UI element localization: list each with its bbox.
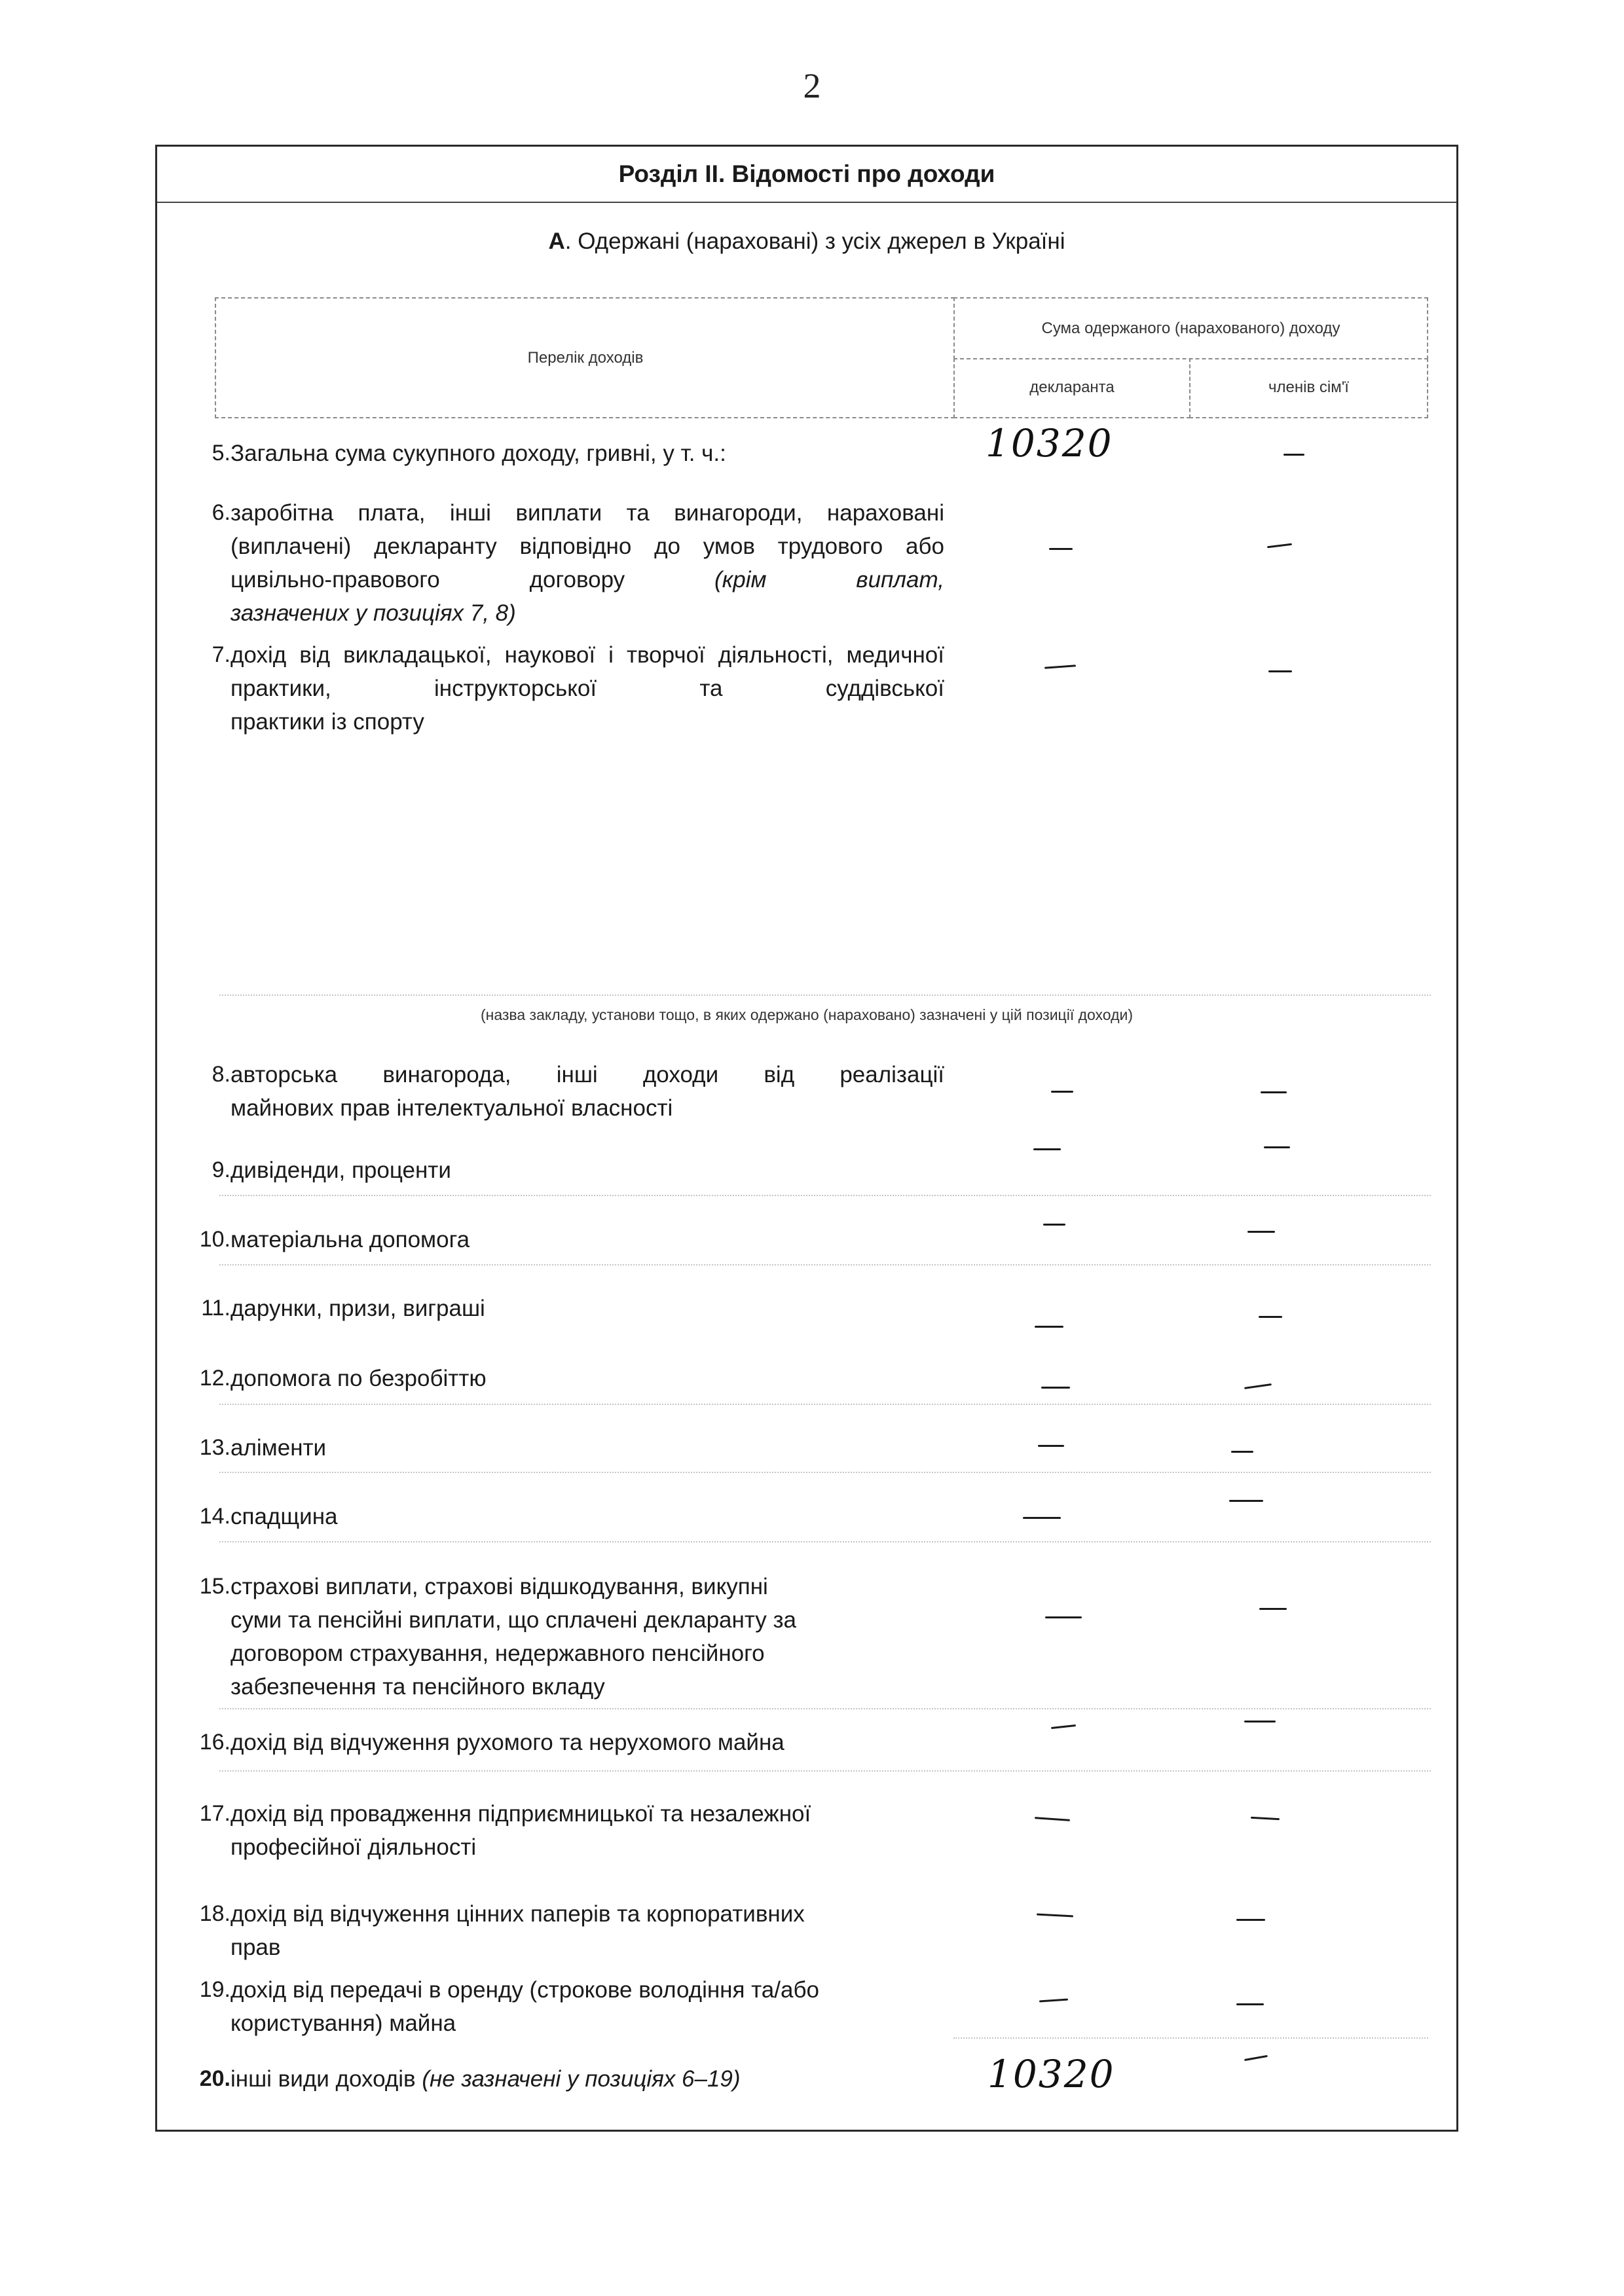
subsection-text: . Одержані (нараховані) з усіх джерел в Україні xyxy=(564,228,1065,254)
family-dash xyxy=(1236,1919,1265,1921)
family-dash xyxy=(1268,670,1292,672)
row-separator xyxy=(219,1472,1431,1473)
row-separator xyxy=(219,1264,1431,1266)
declarant-dash xyxy=(1037,1914,1073,1918)
row-number: 18. xyxy=(199,1901,231,1926)
declarant-dash xyxy=(1043,1224,1065,1226)
row-text-line: дохід від передачі в оренду (строкове володіння та/або xyxy=(231,1977,819,2003)
row-text-line: дохід від викладацької, наукової і творчої діяльності, xyxy=(231,642,834,668)
declarant-amount: 10320 xyxy=(986,421,1113,465)
declarant-dash xyxy=(1038,1445,1064,1447)
row-text-line: прав xyxy=(231,1935,281,1960)
row-number: 6. xyxy=(212,500,231,525)
row-text-line: суми та пенсійні виплати, що сплачені декларанту за xyxy=(231,1607,797,1633)
row-number: 7. xyxy=(212,642,231,667)
family-dash xyxy=(1244,1383,1272,1389)
row-text: Загальна сума сукупного доходу, гривні, у т. ч.: xyxy=(231,441,726,466)
family-dash xyxy=(1261,1091,1287,1093)
row-separator xyxy=(219,1404,1431,1405)
institution-line xyxy=(219,994,1431,996)
row-text-line: медичної практики, інструкторської та суддівської xyxy=(231,642,944,701)
declarant-dash xyxy=(1035,1817,1070,1821)
row-text: матеріальна допомога xyxy=(231,1227,470,1252)
declarant-dash xyxy=(1041,1387,1070,1389)
declarant-amount: 10320 xyxy=(987,2052,1115,2096)
income-section-frame xyxy=(155,145,1458,2132)
row-text-line: або цивільно-правового договору xyxy=(231,534,944,592)
row-number: 19. xyxy=(199,1977,231,2002)
row-text-emphasis: зазначених у позиціях 7, 8) xyxy=(231,600,516,626)
row-separator xyxy=(953,2037,1428,2039)
row-text-line: забезпечення та пенсійного вкладу xyxy=(231,1674,605,1700)
row-text-line: професійної діяльності xyxy=(231,1834,477,1860)
subsection-letter: А xyxy=(548,228,565,254)
row-text: допомога по безробіттю xyxy=(231,1366,487,1391)
institution-name-note: (назва закладу, установи тощо, в яких одержано (нараховано) зазначені у цій позиції доходи) xyxy=(480,1006,1134,1023)
family-dash xyxy=(1251,1817,1280,1820)
family-dash xyxy=(1283,454,1304,456)
row-text xyxy=(231,638,944,738)
row-text: спадщина xyxy=(231,1504,338,1529)
row-number: 9. xyxy=(212,1157,231,1182)
section-title: Розділ II. Відомості про доходи xyxy=(157,147,1456,203)
row-number: 15. xyxy=(199,1574,231,1599)
row-text xyxy=(231,1973,944,2040)
row-text-line: договором страхування, недержавного пенсійного xyxy=(231,1641,765,1666)
row-number: 17. xyxy=(199,1801,231,1826)
row-number: 10. xyxy=(199,1227,231,1252)
row-separator xyxy=(219,1708,1431,1709)
row-number: 8. xyxy=(212,1062,231,1087)
row-text-line: майнових прав інтелектуальної власності xyxy=(231,1095,673,1121)
row-number: 14. xyxy=(199,1504,231,1529)
declarant-dash xyxy=(1045,1616,1082,1618)
header-declarant: декларанта xyxy=(953,358,1190,418)
row-text: дохід від відчуження рухомого та нерухомого майна xyxy=(231,1730,784,1755)
row-text xyxy=(231,496,944,630)
declarant-dash xyxy=(1035,1326,1063,1328)
row-number: 16. xyxy=(199,1730,231,1755)
row-number: 13. xyxy=(199,1435,231,1460)
header-sum-received: Сума одержаного (нарахованого) доходу xyxy=(953,297,1428,359)
declarant-dash xyxy=(1051,1724,1076,1729)
row-text-line: авторська винагорода, інші доходи від реалізації xyxy=(231,1062,944,1087)
row-text-main: інші види доходів xyxy=(231,2066,416,2092)
row-number: 20. xyxy=(199,2066,231,2091)
declarant-dash xyxy=(1023,1517,1061,1519)
row-separator xyxy=(219,1195,1431,1196)
family-dash xyxy=(1236,2003,1264,2005)
family-dash xyxy=(1231,1451,1253,1453)
page-number: 2 xyxy=(803,66,821,105)
family-dash xyxy=(1229,1500,1263,1502)
declarant-dash xyxy=(1051,1091,1073,1093)
row-text xyxy=(231,1570,944,1704)
family-dash xyxy=(1247,1231,1275,1233)
row-number: 11. xyxy=(201,1296,231,1321)
family-dash xyxy=(1264,1146,1290,1148)
row-text-line: дохід від провадження підприємницької та незалежної xyxy=(231,1801,811,1827)
row-number: 12. xyxy=(199,1366,231,1391)
header-income-list: Перелік доходів xyxy=(215,297,955,418)
row-text-line: заробітна плата, інші виплати та винагороди, нараховані xyxy=(231,500,944,526)
family-dash xyxy=(1259,1608,1287,1610)
row-separator xyxy=(219,1770,1431,1772)
row-text-line: користування) майна xyxy=(231,2011,456,2036)
row-text: аліменти xyxy=(231,1435,327,1461)
subsection-title xyxy=(157,228,1456,255)
row-text: дарунки, призи, виграші xyxy=(231,1296,485,1321)
row-text-line: практики із спорту xyxy=(231,709,424,735)
row-text: дивіденди, проценти xyxy=(231,1157,451,1183)
declarant-dash xyxy=(1039,1998,1068,2002)
declarant-dash xyxy=(1033,1148,1061,1150)
row-text xyxy=(231,1797,944,1864)
header-family-members: членів сім'ї xyxy=(1189,358,1428,418)
row-number: 5. xyxy=(212,441,231,465)
row-text-line: (виплачені) декларанту відповідно до умов трудового xyxy=(231,534,883,559)
row-text-line: страхові виплати, страхові відшкодування, викупні xyxy=(231,1574,768,1599)
family-dash xyxy=(1244,1721,1276,1722)
row-separator xyxy=(219,1541,1431,1542)
declarant-dash xyxy=(1049,548,1073,550)
declarant-dash xyxy=(1044,665,1076,668)
row-text-line: дохід від відчуження цінних паперів та корпоративних xyxy=(231,1901,805,1927)
row-text xyxy=(231,1897,944,1964)
family-dash xyxy=(1244,2055,1268,2061)
row-text xyxy=(231,2062,944,2096)
family-dash xyxy=(1267,543,1292,549)
row-text xyxy=(231,1058,944,1125)
row-text-emphasis: (не зазначені у позиціях 6–19) xyxy=(422,2066,741,2092)
family-dash xyxy=(1259,1316,1282,1318)
row-text-emphasis: (крім виплат, xyxy=(714,567,944,592)
